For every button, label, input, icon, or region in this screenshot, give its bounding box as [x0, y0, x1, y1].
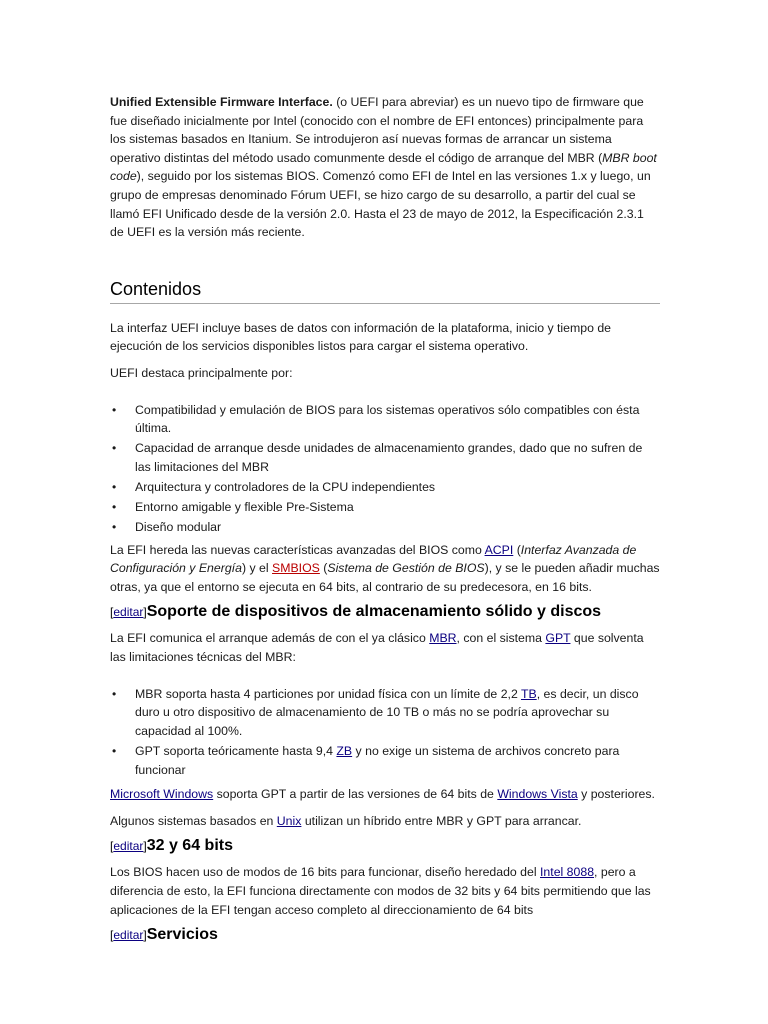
acpi-link[interactable]: ACPI [484, 542, 514, 557]
list-item: • Entorno amigable y flexible Pre-Sistema [110, 498, 660, 517]
contents-paragraph-1: La interfaz UEFI incluye bases de datos con información de la plataforma, inicio y tiempo de ejecución de los servicios disponibles listos para cargar el sistema operativo. [110, 320, 612, 354]
intro-bold-lead: Unified Extensible Firmware Interface. [110, 95, 333, 109]
efi-italic-1: Interfaz Avanzada de Configuración y Energía [110, 542, 637, 576]
edit-section-bits [110, 839, 147, 853]
windows-vista-link[interactable]: Windows Vista [497, 787, 578, 802]
windows-text-1: soporta GPT a partir de las versiones de 64 bits de [213, 787, 498, 802]
list-item [110, 742, 660, 779]
bracket-open: [ [110, 928, 114, 943]
article-body [110, 93, 660, 952]
list-item [110, 685, 660, 741]
intro-paragraph [110, 93, 660, 242]
bracket-open: [ [110, 839, 114, 854]
efi-italic-2: Sistema de Gestión de BIOS [327, 561, 485, 576]
zb-link[interactable]: ZB [336, 743, 353, 758]
unix-text-2: utilizan un híbrido entre MBR y GPT para arrancar. [301, 813, 582, 828]
windows-text-2: y posteriores. [577, 787, 655, 802]
features-list [110, 401, 660, 537]
efi-text-4: ( [319, 561, 328, 576]
efi-text-5: ), y se le pueden añadir muchas otras, ya que el entorno se ejecuta en 64 bits, al contrario de su predecesora, en 16 bits. [110, 561, 660, 594]
storage-text-3: que solventa las limitaciones técnicas del MBR: [110, 631, 644, 665]
smbios-link[interactable]: SMBIOS [272, 561, 320, 576]
tb-link[interactable]: TB [520, 686, 537, 701]
efi-text-3: ) y el [241, 561, 273, 576]
list-item: • Arquitectura y controladores de la CPU independientes [110, 478, 660, 497]
bracket-close: ] [143, 839, 147, 854]
edit-link[interactable]: editar [113, 605, 144, 620]
edit-section-services [110, 928, 147, 942]
unix-link[interactable]: Unix [276, 813, 302, 828]
list-item: • Compatibilidad y emulación de BIOS para los sistemas operativos sólo compatibles con ésta última. [110, 401, 660, 438]
bracket-close: ] [143, 605, 147, 620]
bracket-open: [ [110, 605, 114, 620]
edit-link[interactable]: editar [113, 839, 144, 854]
bullet-text: y no exige un sistema de archivos concreto para funcionar [135, 743, 620, 777]
list-item: • Diseño modular [110, 518, 660, 537]
bits-text-2: , pero a diferencia de esto, la EFI funciona directamente con modos de 32 bits y 64 bits permitiendo que las aplicaciones de la EFI tengan acceso completo al direccionamiento de 64 bits [110, 865, 651, 917]
list-item: • Capacidad de arranque desde unidades de almacenamiento grandes, dado que no sufren de las limitaciones del MBR [110, 439, 660, 476]
gpt-link[interactable]: GPT [545, 631, 571, 646]
storage-text-2: , con el sistema [456, 631, 546, 646]
efi-text-1: La EFI hereda las nuevas características avanzadas del BIOS como [110, 542, 485, 557]
services-section-heading [110, 925, 660, 945]
bullet-text: MBR soporta hasta 4 particiones por unidad física con un límite de 2,2 [135, 686, 521, 701]
bullet-text: GPT soporta teóricamente hasta 9,4 [135, 743, 337, 758]
intro-text-2: ), seguido por los sistemas BIOS. Comenzó como EFI de Intel en las versiones 1.x y luego, un grupo de empresas denominado Fórum UEFI, se hizo cargo de su desarrollo, a partir del cual se llamó EFI Unificado desde de la versión 2.0. Hasta el 23 de mayo de 2012, la Especificación 2.3.1 de UEFI es la versión más reciente. [110, 169, 651, 240]
mbr-link[interactable]: MBR [429, 631, 457, 646]
bracket-close: ] [143, 928, 147, 943]
services-heading-text: Servicios [146, 926, 218, 944]
unix-text-1: Algunos sistemas basados en [110, 813, 277, 828]
efi-text-2: ( [513, 542, 521, 557]
efi-paragraph [110, 541, 660, 597]
storage-text-1: La EFI comunica el arranque además de con el ya clásico [110, 631, 430, 646]
bits-paragraph [110, 863, 660, 919]
storage-paragraph-1 [110, 629, 660, 666]
intel-8088-link[interactable]: Intel 8088 [540, 865, 595, 880]
bullet-text: , es decir, un disco duro u otro dispositivo de almacenamiento de 10 TB o más no se podría aprovechar su capacidad al 100%. [135, 686, 639, 738]
bits-heading-text: 32 y 64 bits [146, 837, 233, 855]
edit-link[interactable]: editar [113, 928, 144, 943]
unix-paragraph [110, 812, 660, 831]
bits-section-heading [110, 836, 660, 856]
storage-heading-text: Soporte de dispositivos de almacenamiento sólido y discos [146, 603, 602, 621]
contents-heading: Contenidos [110, 278, 660, 304]
contents-paragraph-2: UEFI destaca principalmente por: [110, 365, 293, 380]
intro-text-1: (o UEFI para abreviar) es un nuevo tipo de firmware que fue diseñado inicialmente por Intel (conocido con el nombre de EFI entonces) principalmente para los sistemas basados en Itanium. Se introdujeron así nuevas formas de arrancar un sistema operativo distintas del método usado comunmente desde el código de arranque del MBR ( [110, 95, 644, 165]
bits-text-1: Los BIOS hacen uso de modos de 16 bits para funcionar, diseño heredado del [110, 865, 541, 880]
intro-italic: MBR boot code [110, 150, 657, 184]
storage-section-heading [110, 602, 660, 622]
edit-section-storage [110, 605, 147, 619]
windows-paragraph [110, 785, 660, 804]
microsoft-windows-link[interactable]: Microsoft Windows [110, 787, 214, 802]
storage-list [110, 685, 660, 779]
